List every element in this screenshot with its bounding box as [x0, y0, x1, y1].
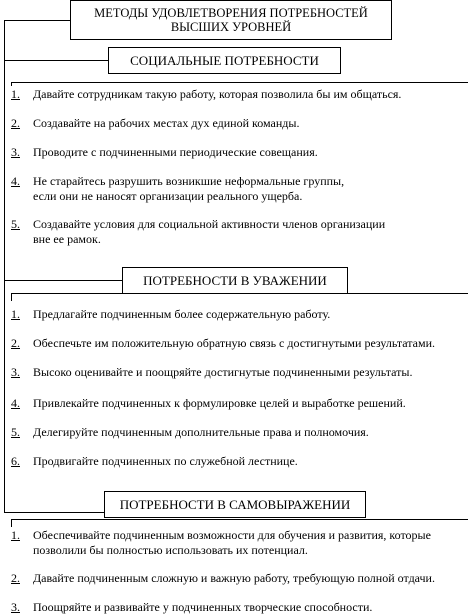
section-1-heading: СОЦИАЛЬНЫЕ ПОТРЕБНОСТИ: [108, 47, 341, 74]
item-number: 4.: [11, 174, 20, 188]
item-text: Не старайтесь разрушить возникшие неформальные группы,: [33, 174, 345, 188]
section-1-bracket: [11, 82, 468, 83]
section-3-heading: ПОТРЕБНОСТИ В САМОВЫРАЖЕНИИ: [104, 491, 366, 518]
item-text: Высоко оценивайте и поощряйте достигнутые подчиненными результаты.: [33, 365, 413, 379]
item-text: Проводите с подчиненными периодические совещания.: [33, 145, 318, 159]
item-text: Создавайте условия для социальной активности членов организации: [33, 217, 386, 231]
item-text: Давайте сотрудникам такую работу, которая позволила бы им общаться.: [33, 87, 402, 101]
item-text-cont: если они не наносят организации реального ущерба.: [33, 189, 303, 203]
item-number: 3.: [11, 600, 20, 614]
section-1-bracket-left: [11, 82, 12, 86]
title-connector: [4, 20, 70, 21]
item-text: Создавайте на рабочих местах дух единой команды.: [33, 116, 300, 130]
section-2-heading: ПОТРЕБНОСТИ В УВАЖЕНИИ: [122, 267, 348, 294]
item-number: 6.: [11, 454, 20, 468]
item-number: 5.: [11, 425, 20, 439]
item-number: 2.: [11, 336, 20, 350]
item-text: Обеспечьте им положительную обратную связь с достигнутыми результатами.: [33, 336, 436, 350]
item-text: Обеспечивайте подчиненным возможности для обучения и развития, которые: [33, 528, 431, 542]
section-2-connector: [4, 280, 122, 281]
item-text-cont: вне ее рамок.: [33, 232, 101, 246]
title-line-1: МЕТОДЫ УДОВЛЕТВОРЕНИЯ ПОТРЕБНОСТЕЙ: [94, 6, 368, 20]
title-line-2: ВЫСШИХ УРОВНЕЙ: [170, 20, 292, 34]
item-text: Привлекайте подчиненных к формулировке целей и выработке решений.: [33, 396, 406, 410]
item-number: 5.: [11, 217, 20, 231]
main-connector-line: [4, 20, 5, 513]
item-text: Предлагайте подчиненным более содержательную работу.: [33, 307, 331, 321]
item-number: 3.: [11, 365, 20, 379]
section-2-bracket: [11, 293, 468, 294]
item-number: 2.: [11, 116, 20, 130]
item-number: 1.: [11, 307, 20, 321]
item-text: Давайте подчиненным сложную и важную работу, требующую полной отдачи.: [33, 571, 435, 585]
item-number: 4.: [11, 396, 20, 410]
section-2-bracket-left: [11, 293, 12, 301]
section-3-connector: [4, 512, 104, 513]
item-number: 1.: [11, 528, 20, 542]
item-number: 1.: [11, 87, 20, 101]
item-text: Поощряйте и развивайте у подчиненных творческие способности.: [33, 600, 373, 614]
item-text-cont: позволили бы полностью использовать их потенциал.: [33, 543, 308, 557]
section-1-connector: [4, 60, 108, 61]
diagram-title: [70, 0, 392, 40]
item-number: 3.: [11, 145, 20, 159]
item-text: Продвигайте подчиненных по служебной лестнице.: [33, 454, 298, 468]
section-3-bracket-left: [11, 519, 12, 527]
item-text: Делегируйте подчиненным дополнительные права и полномочия.: [33, 425, 369, 439]
section-3-bracket: [11, 519, 468, 520]
item-number: 2.: [11, 571, 20, 585]
